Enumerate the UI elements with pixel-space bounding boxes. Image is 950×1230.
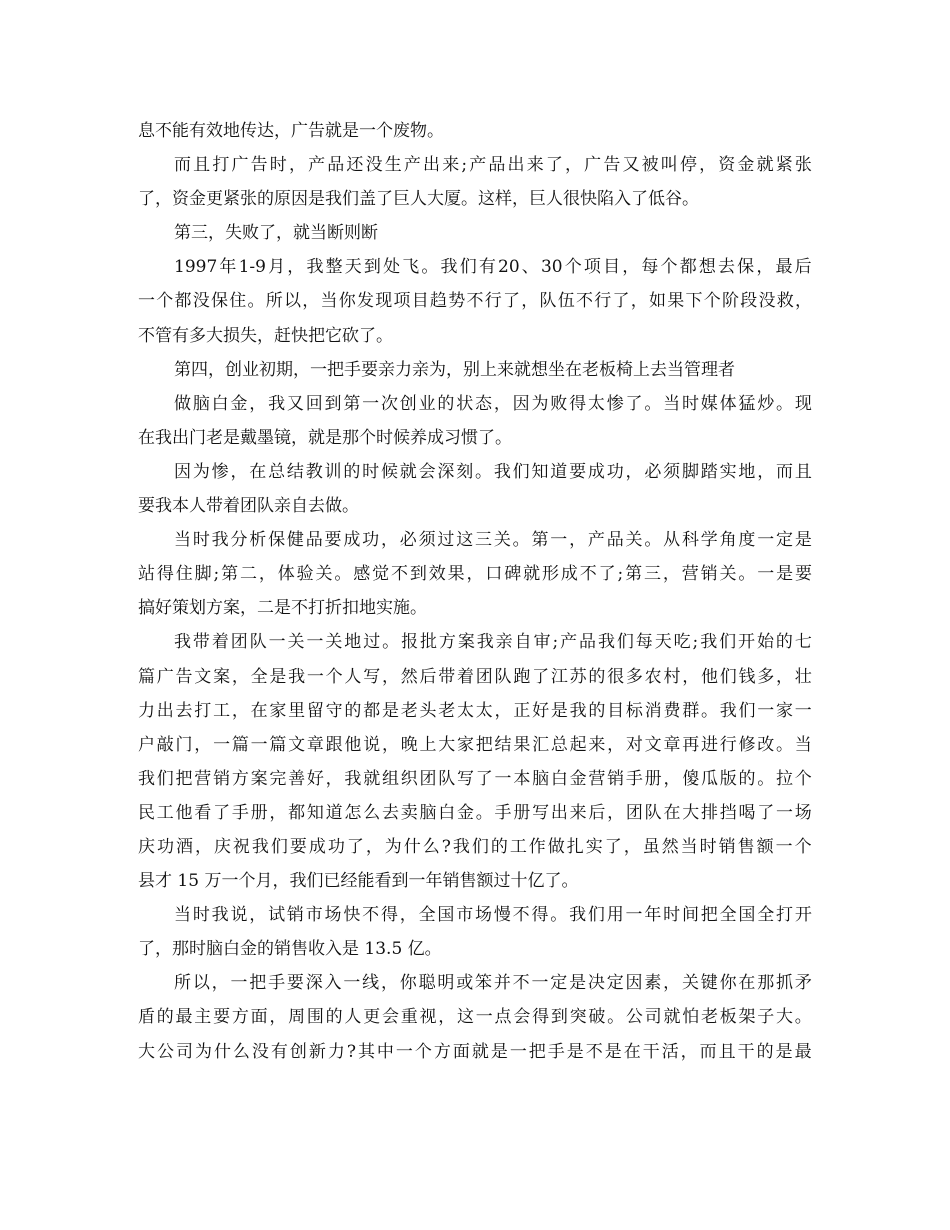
text-line: 县才 15 万一个月，我们已经能看到一年销售额过十亿了。 [138,871,579,892]
text-line: 庆 功 酒 ， 庆 祝 我 们 要 成 功 了 ， 为 什 么 ? 我 们 的 工 作 做 扎 实 了 ， 虽 然 当 时 销 售 额 一 个 [138,836,812,857]
text-line: 1997 年 1-9 月 ， 我 整 天 到 处 飞 。 我 们 有 20 、 30 个 项 目 ， 每 个 都 想 去 保 ， 最 后 [174,257,812,278]
text-line: 篇 广 告 文 案 ， 全 是 我 一 个 人 写 ， 然 后 带 着 团 队 跑 了 江 苏 的 很 多 农 村 ， 他 们 钱 多 ， 壮 [138,666,812,687]
text-line: 我 带 着 团 队 一 关 一 关 地 过 。 报 批 方 案 我 亲 自 审 ; 产 品 我 们 每 天 吃 ; 我 们 开 始 的 七 [174,632,812,653]
text-line: 因 为 惨 ， 在 总 结 教 训 的 时 候 就 会 深 刻 。 我 们 知 道 要 成 功 ， 必 须 脚 踏 实 地 ， 而 且 [174,461,812,482]
text-line: 站 得 住 脚 ; 第 二 ， 体 验 关 。 感 觉 不 到 效 果 ， 口 碑 就 形 成 不 了 ; 第 三 ， 营 销 关 。 一 是 要 [138,564,812,585]
text-line: 户 敲 门 ， 一 篇 一 篇 文 章 跟 他 说 ， 晚 上 大 家 把 结 果 汇 总 起 来 ， 对 文 章 再 进 行 修 改 。 当 [138,734,812,755]
text-line: 力 出 去 打 工 ， 在 家 里 留 守 的 都 是 老 头 老 太 太 ， 正 好 是 我 的 目 标 消 费 群 。 我 们 一 家 一 [138,700,812,721]
text-line: 了，那时脑白金的销售收入是 13.5 亿。 [138,939,442,960]
text-line: 在我出门老是戴墨镜，就是那个时候养成习惯了。 [138,427,512,448]
text-line: 我 们 把 营 销 方 案 完 善 好 ， 我 就 组 织 团 队 写 了 一 本 脑 白 金 营 销 手 册 ， 傻 瓜 版 的 。 拉 个 [138,768,812,789]
text-line: 当 时 我 分 析 保 健 品 要 成 功 ， 必 须 过 这 三 关 。 第 一 ， 产 品 关 。 从 科 学 角 度 一 定 是 [174,530,812,551]
text-line: 一 个 都 没 保 住 。 所 以 ， 当 你 发 现 项 目 趋 势 不 行 了 ， 队 伍 不 行 了 ， 如 果 下 个 阶 段 没 救 ， [138,291,812,312]
text-line: 盾 的 最 主 要 方 面 ， 周 围 的 人 更 会 重 视 ， 这 一 点 会 得 到 突 破 。 公 司 就 怕 老 板 架 子 大 。 [138,1007,812,1028]
text-line: 第三，失败了，就当断则断 [174,223,378,244]
text-line: 大 公 司 为 什 么 没 有 创 新 力 ? 其 中 一 个 方 面 就 是 一 把 手 是 不 是 在 干 活 ， 而 且 干 的 是 最 [138,1041,812,1062]
text-line: 要我本人带着团队亲自去做。 [138,496,359,517]
text-line: 搞好策划方案，二是不打折扣地实施。 [138,598,427,619]
text-line: 当 时 我 说 ， 试 销 市 场 快 不 得 ， 全 国 市 场 慢 不 得 。 我 们 用 一 年 时 间 把 全 国 全 打 开 [174,905,812,926]
text-line: 所 以 ， 一 把 手 要 深 入 一 线 ， 你 聪 明 或 笨 并 不 一 定 是 决 定 因 素 ， 关 键 你 在 那 抓 矛 [174,973,812,994]
text-line: 民 工 他 看 了 手 册 ， 都 知 道 怎 么 去 卖 脑 白 金 。 手 册 写 出 来 后 ， 团 队 在 大 排 挡 喝 了 一 场 [138,802,812,823]
text-line: 息不能有效地传达，广告就是一个废物。 [138,121,444,141]
text-line: 第四，创业初期，一把手要亲力亲为，别上来就想坐在老板椅上去当管理者 [174,359,735,380]
text-line: 而 且 打 广 告 时 ， 产 品 还 没 生 产 出 来 ; 产 品 出 来 了 ， 广 告 又 被 叫 停 ， 资 金 就 紧 张 [174,155,812,176]
text-line: 不管有多大损失，赶快把它砍了。 [138,325,393,346]
text-line: 了，资金更紧张的原因是我们盖了巨人大厦。这样，巨人很快陷入了低谷。 [138,189,699,210]
body-text [138,114,812,1069]
text-line: 做 脑 白 金 ， 我 又 回 到 第 一 次 创 业 的 状 态 ， 因 为 败 得 太 惨 了 。 当 时 媒 体 猛 炒 。 现 [174,393,812,414]
